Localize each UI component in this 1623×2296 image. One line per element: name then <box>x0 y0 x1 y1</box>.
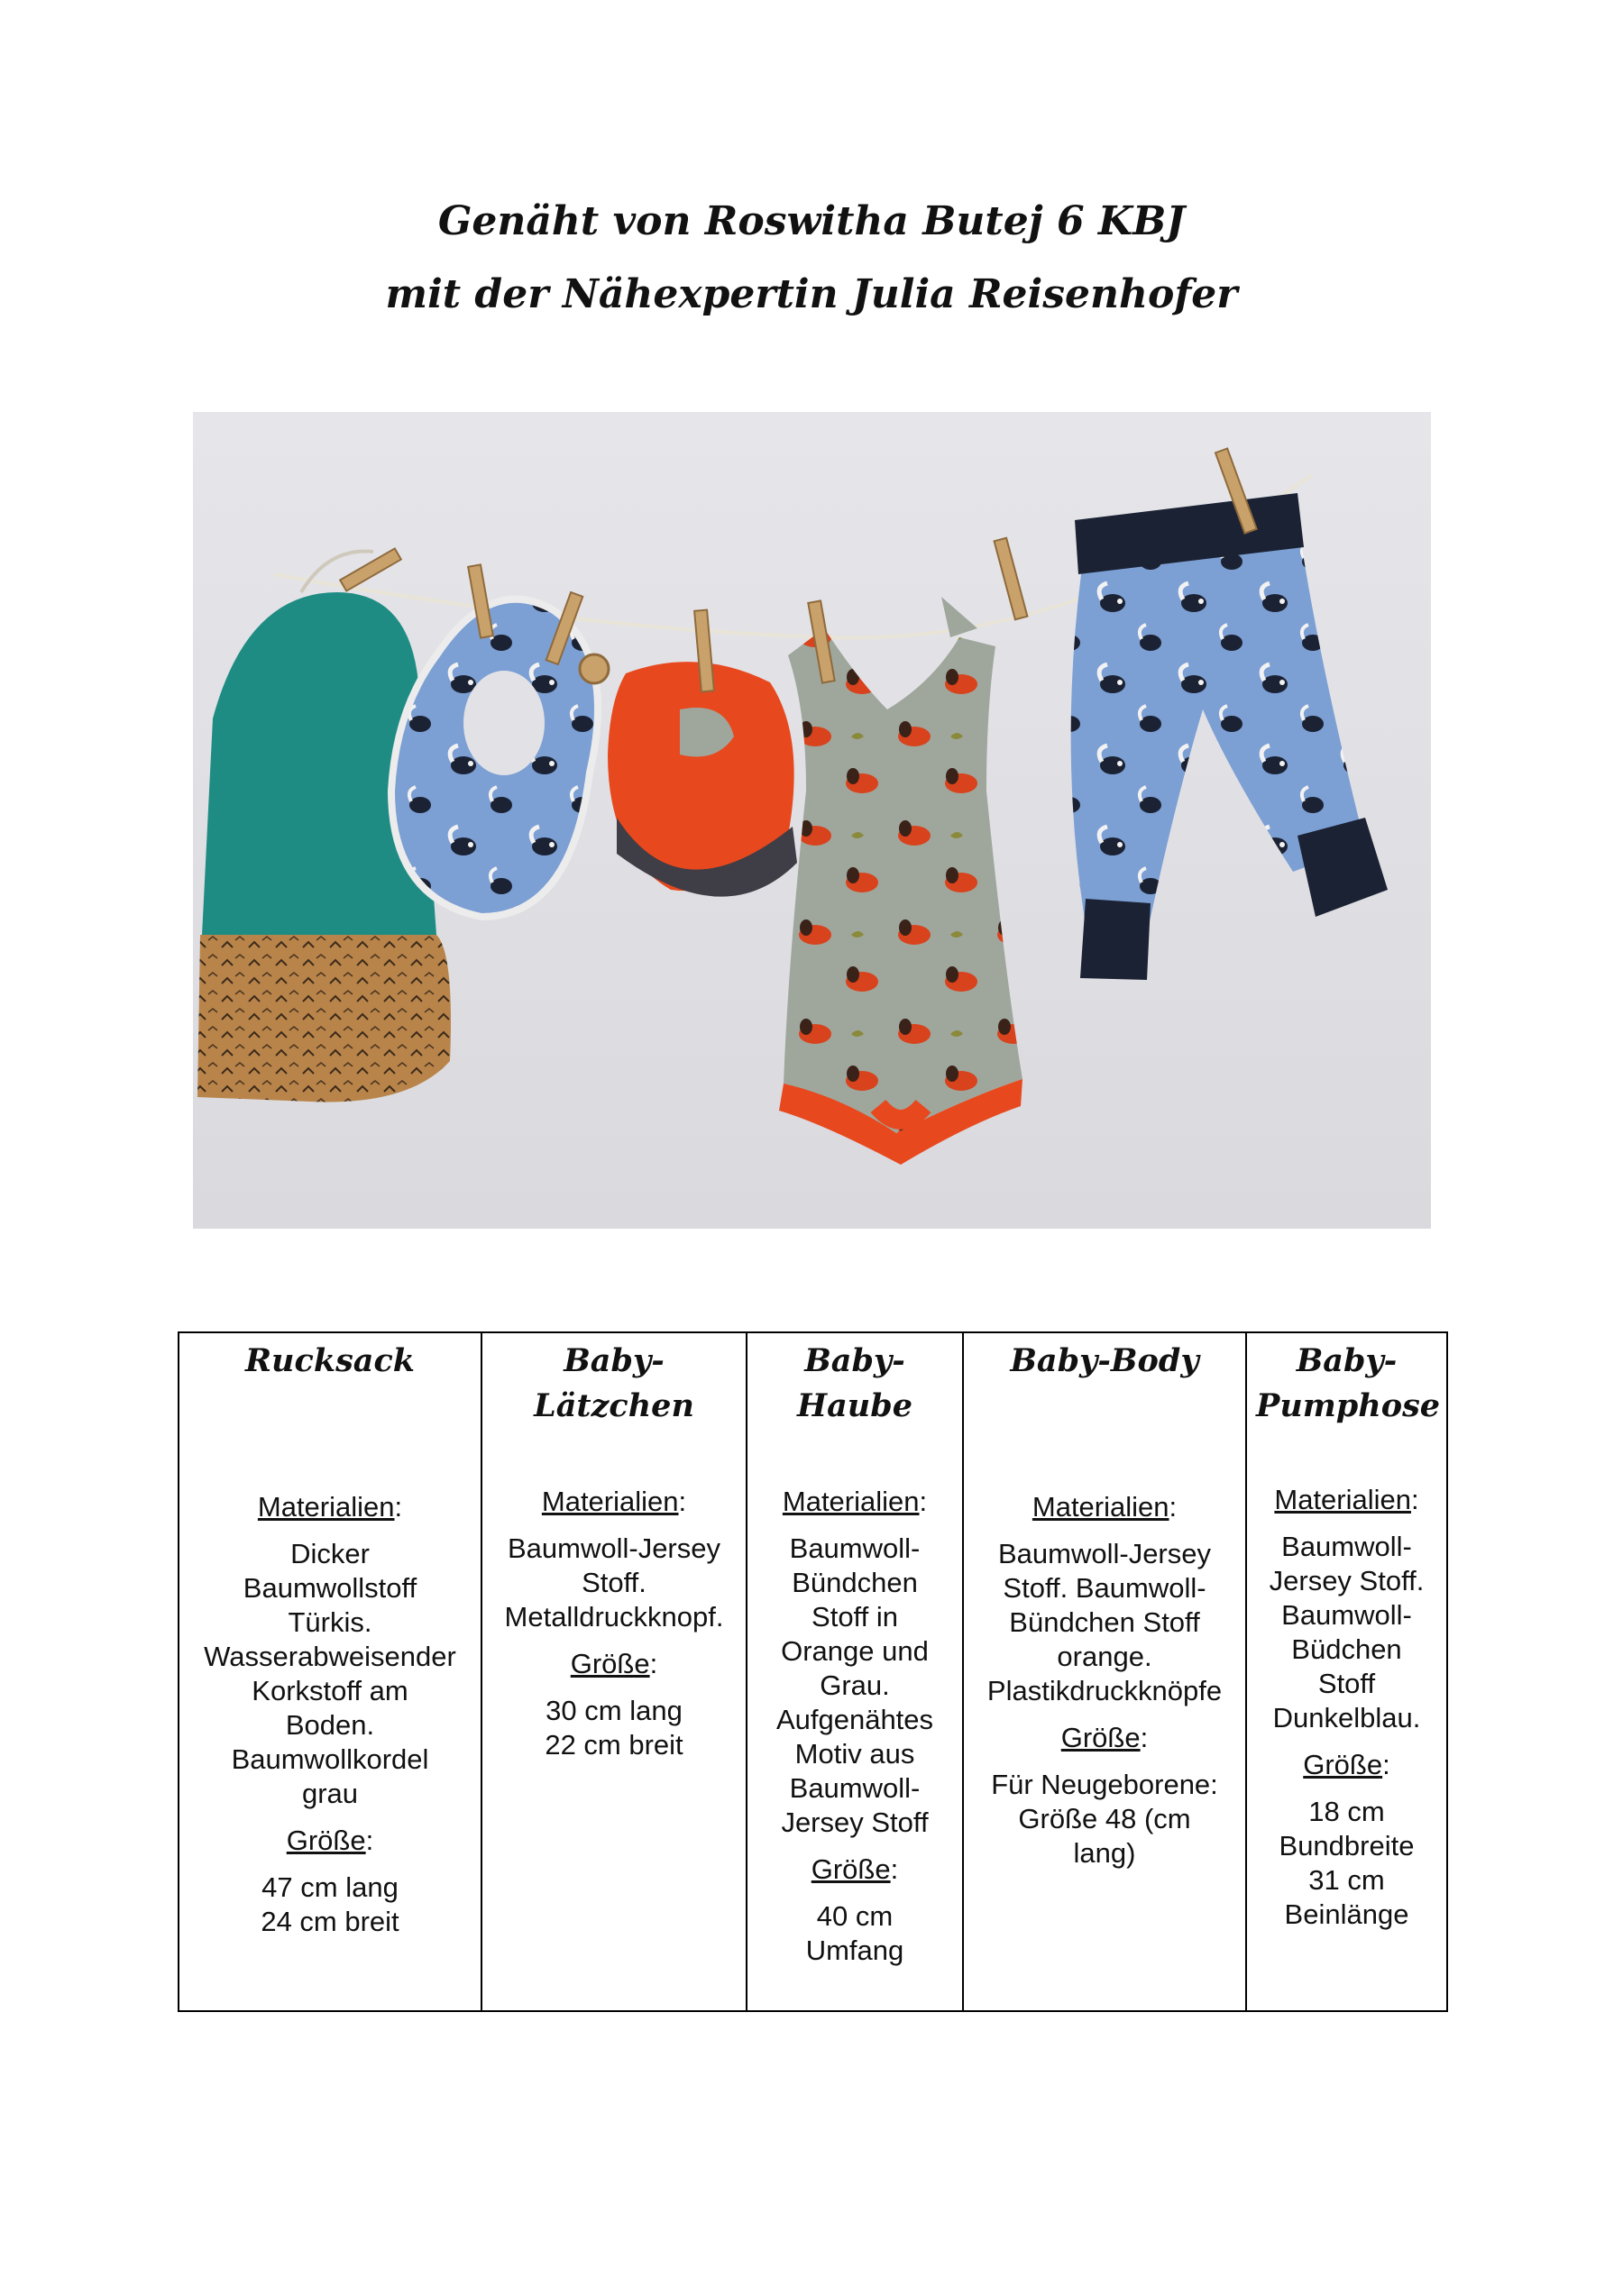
column-baby-laetzchen: Baby-Lätzchen Materialien: Baumwoll-Jersey Stoff. Metalldruckknopf. Größe: 30 cm lang 22 cm breit <box>481 1332 747 2011</box>
column-baby-body: Baby-Body Materialien: Baumwoll-Jersey Stoff. Baumwoll- Bündchen Stoff orange. Plastikdruckknöpfe Größe: Für Neugeborene: Größe 48 (cm lang) <box>963 1332 1246 2011</box>
materials-label: Materialien <box>1274 1484 1411 1515</box>
column-title: Baby- Pumphose <box>1256 1342 1441 1424</box>
size-text: 40 cm Umfang <box>805 1900 904 1966</box>
size-text: 30 cm lang 22 cm breit <box>545 1695 683 1761</box>
column-baby-haube: Baby- Haube Materialien: Baumwoll- Bündchen Stoff in Orange und Grau. Aufgenähtes Motiv aus Baumwoll- Jersey Stoff Größe: 40 cm Umfang <box>747 1332 963 2011</box>
materials-label: Materialien <box>1032 1491 1169 1523</box>
column-title: Rucksack <box>244 1342 416 1379</box>
pants-illustration <box>1071 493 1388 980</box>
materials-text: Baumwoll- Jersey Stoff. Baumwoll- Büdchen Stoff Dunkelblau. <box>1269 1531 1425 1733</box>
table-row <box>179 1332 1447 2011</box>
materials-text: Baumwoll-Jersey Stoff. Metalldruckknopf. <box>504 1532 724 1633</box>
heading-line-1: Genäht von Roswitha Butej 6 KBJ <box>437 198 1186 244</box>
size-label: Größe <box>1303 1749 1383 1780</box>
body-illustration <box>779 597 1022 1165</box>
bib-illustration <box>391 599 609 917</box>
column-title: Baby- Haube <box>797 1342 912 1424</box>
size-text: Für Neugeborene: Größe 48 (cm lang) <box>991 1769 1218 1869</box>
materials-text: Baumwoll-Jersey Stoff. Baumwoll- Bündchen Stoff orange. Plastikdruckknöpfe <box>986 1538 1223 1706</box>
column-title: Baby-Lätzchen <box>534 1342 694 1424</box>
materials-text: Baumwoll- Bündchen Stoff in Orange und Grau. Aufgenähtes Motiv aus Baumwoll- Jersey Stoff <box>775 1532 934 1838</box>
size-text: 47 cm lang 24 cm breit <box>261 1871 399 1937</box>
product-photo <box>193 412 1431 1229</box>
column-baby-pumphose: Baby- Pumphose Materialien: Baumwoll- Jersey Stoff. Baumwoll- Büdchen Stoff Dunkelblau. Größe: 18 cm Bundbreite 31 cm Beinlänge <box>1246 1332 1447 2011</box>
size-label: Größe <box>570 1648 650 1679</box>
hat-illustration <box>608 662 797 897</box>
heading-line-2: mit der Nähexpertin Julia Reisenhofer <box>385 271 1238 317</box>
size-label: Größe <box>286 1825 366 1856</box>
materials-label: Materialien <box>541 1486 679 1517</box>
specification-table <box>178 1331 1448 2012</box>
size-label: Größe <box>811 1853 891 1885</box>
size-label: Größe <box>1060 1722 1141 1753</box>
materials-text: Dicker Baumwollstoff Türkis. Wasserabweisender Korkstoff am Boden. Baumwollkordel grau <box>204 1538 456 1809</box>
materials-label: Materialien <box>782 1486 920 1517</box>
column-rucksack: Rucksack Materialien: Dicker Baumwollstoff Türkis. Wasserabweisender Korkstoff am Boden. Baumwollkordel grau Größe: 47 cm lang 24 cm breit <box>179 1332 481 2011</box>
materials-label: Materialien <box>257 1491 395 1523</box>
column-title: Baby-Body <box>1010 1342 1199 1379</box>
size-text: 18 cm Bundbreite 31 cm Beinlänge <box>1279 1796 1415 1930</box>
